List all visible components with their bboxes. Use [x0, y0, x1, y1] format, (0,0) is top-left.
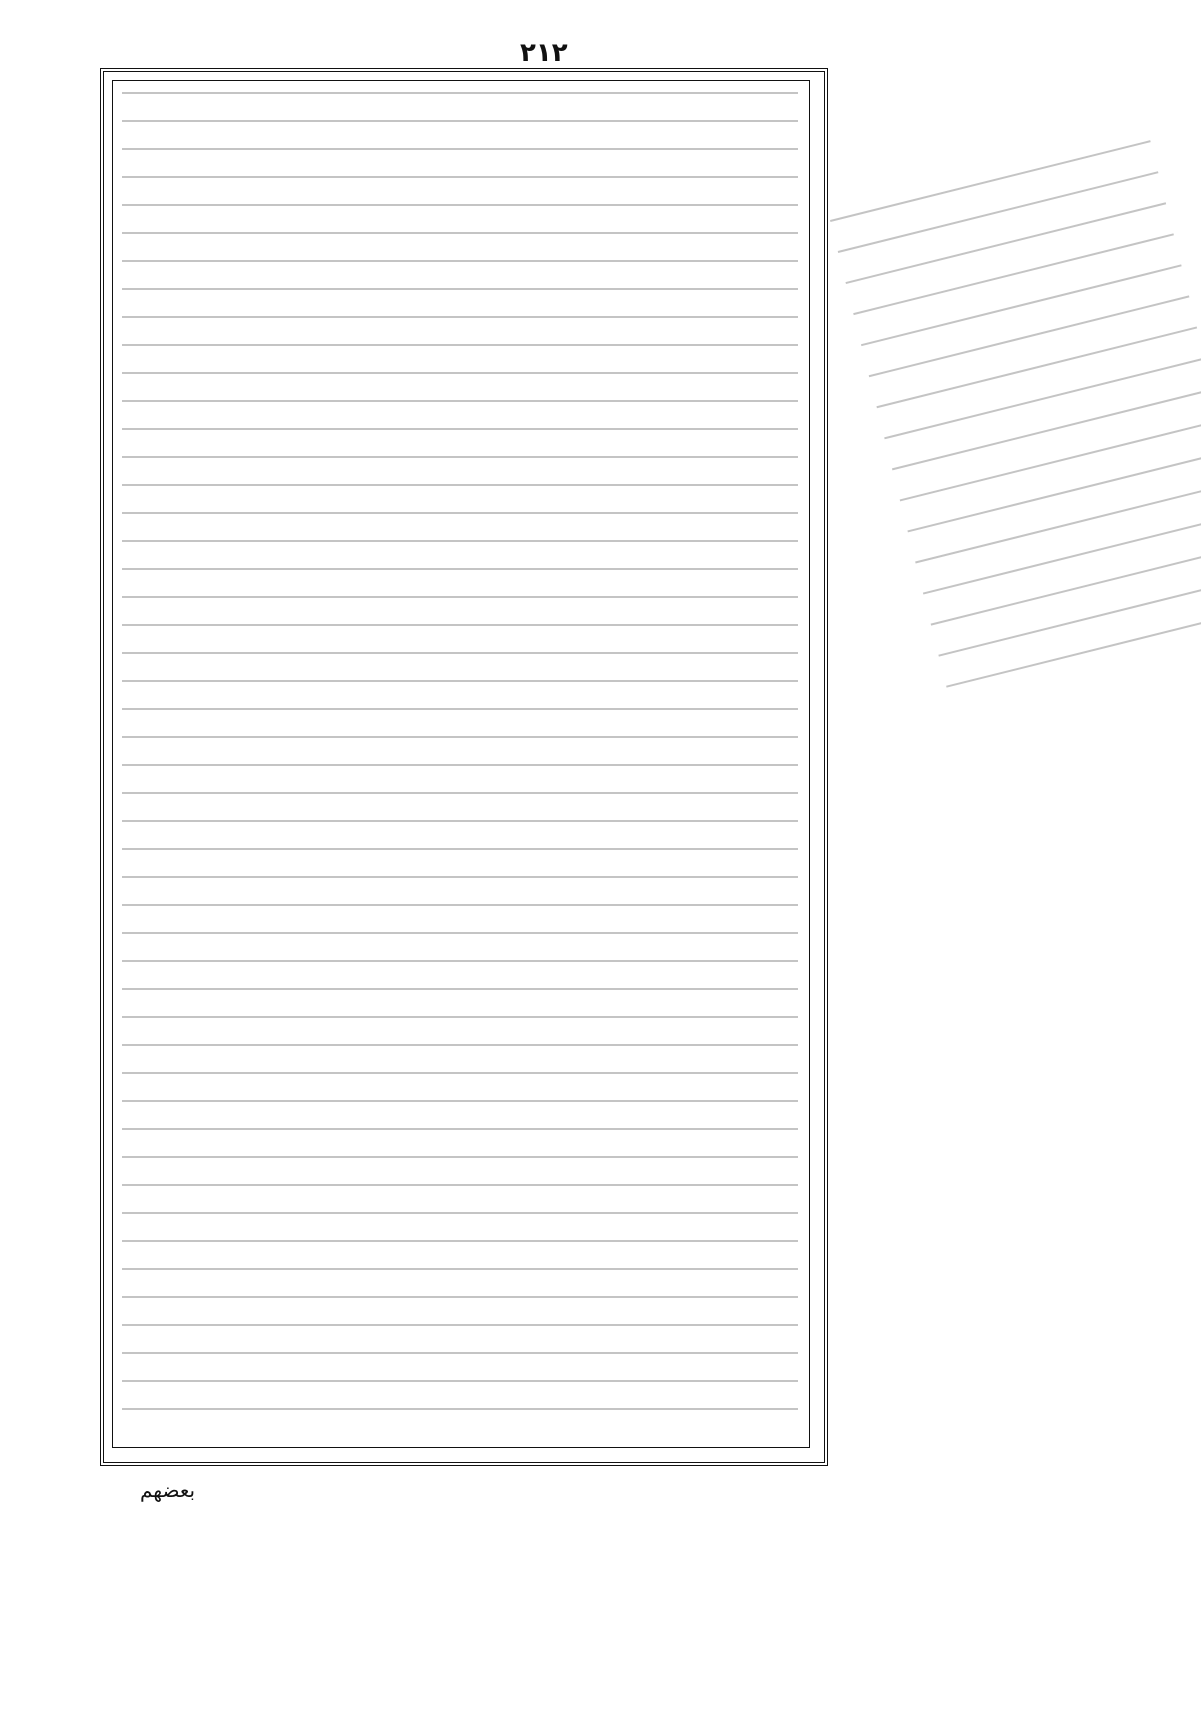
- text-line-placeholder: [122, 1352, 798, 1354]
- text-line-placeholder: [122, 512, 798, 514]
- margin-line-placeholder: [876, 326, 1197, 408]
- text-line-placeholder: [122, 372, 798, 374]
- text-line-placeholder: [122, 1016, 798, 1018]
- text-line-placeholder: [122, 848, 798, 850]
- text-line-placeholder: [122, 1212, 798, 1214]
- text-line-placeholder: [122, 400, 798, 402]
- text-line-placeholder: [122, 1156, 798, 1158]
- text-line-placeholder: [122, 1044, 798, 1046]
- marginal-notes: [830, 140, 1201, 705]
- text-line-placeholder: [122, 960, 798, 962]
- margin-line-placeholder: [900, 420, 1201, 502]
- text-line-placeholder: [122, 1100, 798, 1102]
- text-line-placeholder: [122, 260, 798, 262]
- text-line-placeholder: [122, 1408, 798, 1410]
- margin-line-placeholder: [861, 264, 1182, 346]
- margin-line-placeholder: [838, 171, 1159, 253]
- margin-line-placeholder: [853, 233, 1174, 315]
- text-line-placeholder: [122, 344, 798, 346]
- text-line-placeholder: [122, 932, 798, 934]
- text-line-placeholder: [122, 1184, 798, 1186]
- catchword: بعضهم: [140, 1478, 196, 1502]
- margin-line-placeholder: [946, 606, 1201, 688]
- margin-line-placeholder: [869, 295, 1190, 377]
- text-line-placeholder: [122, 736, 798, 738]
- text-line-placeholder: [122, 876, 798, 878]
- text-line-placeholder: [122, 764, 798, 766]
- text-line-placeholder: [122, 484, 798, 486]
- text-line-placeholder: [122, 792, 798, 794]
- text-line-placeholder: [122, 288, 798, 290]
- text-line-placeholder: [122, 652, 798, 654]
- text-line-placeholder: [122, 176, 798, 178]
- page-number: ٢١٢: [520, 38, 568, 68]
- text-line-placeholder: [122, 680, 798, 682]
- text-line-placeholder: [122, 1296, 798, 1298]
- text-line-placeholder: [122, 540, 798, 542]
- text-line-placeholder: [122, 232, 798, 234]
- text-line-placeholder: [122, 456, 798, 458]
- text-line-placeholder: [122, 204, 798, 206]
- text-line-placeholder: [122, 92, 798, 94]
- text-line-placeholder: [122, 596, 798, 598]
- text-line-placeholder: [122, 820, 798, 822]
- margin-line-placeholder: [830, 140, 1151, 222]
- margin-line-placeholder: [938, 575, 1201, 657]
- margin-line-placeholder: [884, 358, 1201, 440]
- text-line-placeholder: [122, 1380, 798, 1382]
- text-line-placeholder: [122, 316, 798, 318]
- margin-line-placeholder: [892, 389, 1201, 471]
- text-line-placeholder: [122, 988, 798, 990]
- text-line-placeholder: [122, 1324, 798, 1326]
- text-line-placeholder: [122, 1128, 798, 1130]
- text-line-placeholder: [122, 1240, 798, 1242]
- text-line-placeholder: [122, 1072, 798, 1074]
- text-line-placeholder: [122, 904, 798, 906]
- margin-line-placeholder: [845, 202, 1166, 284]
- main-commentary-block: [122, 92, 798, 1432]
- text-line-placeholder: [122, 1268, 798, 1270]
- text-line-placeholder: [122, 708, 798, 710]
- text-line-placeholder: [122, 148, 798, 150]
- text-line-placeholder: [122, 624, 798, 626]
- text-line-placeholder: [122, 428, 798, 430]
- text-line-placeholder: [122, 120, 798, 122]
- text-line-placeholder: [122, 568, 798, 570]
